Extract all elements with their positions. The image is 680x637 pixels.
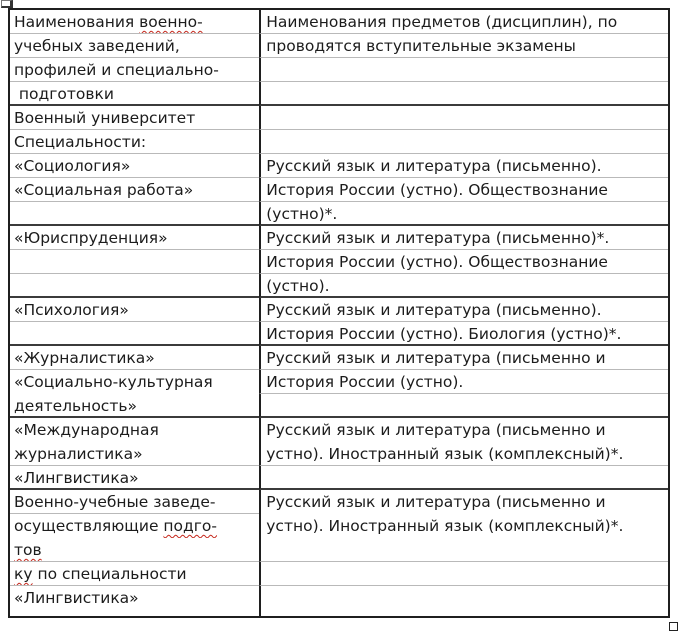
table-cell-left[interactable]: Специальности: xyxy=(10,130,259,154)
table-cell-right[interactable]: Русский язык и литература (письменно). xyxy=(259,154,668,178)
table-cell-right[interactable]: История России (устно). xyxy=(259,370,668,394)
table-cell-left[interactable]: «Социология» xyxy=(10,154,259,178)
misspelled-word: военно- xyxy=(139,13,203,31)
misspelled-word: ку xyxy=(14,565,33,583)
table-cell-right[interactable]: устно). Иностранный язык (комплексный)*. xyxy=(259,442,668,466)
table-row xyxy=(10,250,668,274)
table-row xyxy=(10,562,668,586)
table-cell-right[interactable] xyxy=(259,106,668,130)
table-cell-left[interactable]: «Психология» xyxy=(10,298,259,322)
table-cell-left[interactable]: профилей и специально- xyxy=(10,58,259,82)
table-cell-left[interactable]: учебных заведений, xyxy=(10,34,259,58)
table-cell-left[interactable]: Наименования военно- xyxy=(10,10,259,34)
table-row xyxy=(10,370,668,394)
table-cell-right[interactable]: История России (устно). Обществознание xyxy=(259,178,668,202)
table-cell-right[interactable] xyxy=(259,130,668,154)
table-cell-left[interactable] xyxy=(10,538,259,562)
misspelled-word: подго- xyxy=(163,517,217,535)
table-row xyxy=(10,394,668,418)
table-row xyxy=(10,178,668,202)
table-cell-right[interactable]: Русский язык и литература (письменно и xyxy=(259,346,668,370)
table-row xyxy=(10,202,668,226)
table-cell-right[interactable] xyxy=(259,586,668,616)
table-cell-left[interactable]: «Международная xyxy=(14,421,159,439)
table-cell-right[interactable] xyxy=(259,562,668,586)
table-cell-right[interactable]: (устно)*. xyxy=(259,202,668,226)
table-row xyxy=(10,322,668,346)
table-row xyxy=(10,58,668,82)
table-row xyxy=(10,274,668,298)
table-cell-right[interactable]: Русский язык и литература (письменно и xyxy=(259,490,668,514)
table-row xyxy=(10,10,668,34)
table-body xyxy=(10,10,668,616)
table-cell-right[interactable]: (устно). xyxy=(259,274,668,298)
table-row xyxy=(10,298,668,322)
table-cell-left[interactable]: ку по специальности xyxy=(10,562,259,586)
table-cell-left[interactable]: «Журналистика» xyxy=(10,346,259,370)
table-cell-right[interactable]: История России (устно). Обществознание xyxy=(259,250,668,274)
table-cell-left[interactable]: подготовки xyxy=(10,82,259,106)
table-row xyxy=(10,34,668,58)
table-row xyxy=(10,514,668,538)
table-cell-right[interactable]: Русский язык и литература (письменно). xyxy=(259,298,668,322)
table-cell-right[interactable] xyxy=(259,466,668,490)
table-resize-handle[interactable] xyxy=(669,622,678,631)
misspelled-word: тов xyxy=(14,541,42,559)
table-cell-left[interactable] xyxy=(10,274,259,298)
table-row xyxy=(10,538,668,562)
table-row xyxy=(10,82,668,106)
table-cell-left[interactable]: осуществляющие подго- xyxy=(14,517,217,535)
document-table xyxy=(8,8,670,618)
table-cell-left[interactable] xyxy=(10,250,259,274)
table-cell-right[interactable]: Русский язык и литература (письменно и xyxy=(259,418,668,442)
table-cell-right[interactable] xyxy=(259,58,668,82)
table-cell-right[interactable] xyxy=(259,394,668,418)
table-cell-left[interactable] xyxy=(10,202,259,226)
table-row xyxy=(10,154,668,178)
table-row xyxy=(10,586,668,616)
table-cell-right[interactable]: История России (устно). Биология (устно)*. xyxy=(259,322,668,346)
table-row xyxy=(10,226,668,250)
table-row xyxy=(10,106,668,130)
table-cell-right[interactable]: Русский язык и литература (письменно)*. xyxy=(259,226,668,250)
table-move-handle-icon[interactable] xyxy=(1,0,13,8)
table-cell-left[interactable] xyxy=(10,322,259,346)
table-row xyxy=(10,442,668,466)
table-cell-right[interactable]: проводятся вступительные экзамены xyxy=(259,34,668,58)
table-cell-right[interactable]: устно). Иностранный язык (комплексный)*. xyxy=(259,514,668,538)
table-cell-left[interactable]: «Лингвистика» xyxy=(10,466,259,490)
table-row xyxy=(10,466,668,490)
table-cell-left[interactable]: журналистика» xyxy=(10,442,259,466)
table-cell-left[interactable]: «Юриспруденция» xyxy=(10,226,259,250)
table-cell-right[interactable]: Наименования предметов (дисциплин), по xyxy=(259,10,668,34)
table-row xyxy=(10,130,668,154)
table-cell-left[interactable]: «Социально-культурная xyxy=(14,373,213,391)
table-row xyxy=(10,346,668,370)
table-cell-left[interactable]: Военно-учебные заведе- xyxy=(10,490,259,514)
table-cell-left[interactable]: деятельность» xyxy=(10,394,259,418)
table-row xyxy=(10,490,668,514)
table-cell-right[interactable] xyxy=(259,82,668,106)
table-row xyxy=(10,418,668,442)
table-cell-left[interactable]: «Лингвистика» xyxy=(14,589,139,607)
table-cell-left[interactable]: «Социальная работа» xyxy=(10,178,259,202)
table-cell-right[interactable] xyxy=(259,538,668,562)
table-cell-left[interactable]: Военный университет xyxy=(10,106,259,130)
